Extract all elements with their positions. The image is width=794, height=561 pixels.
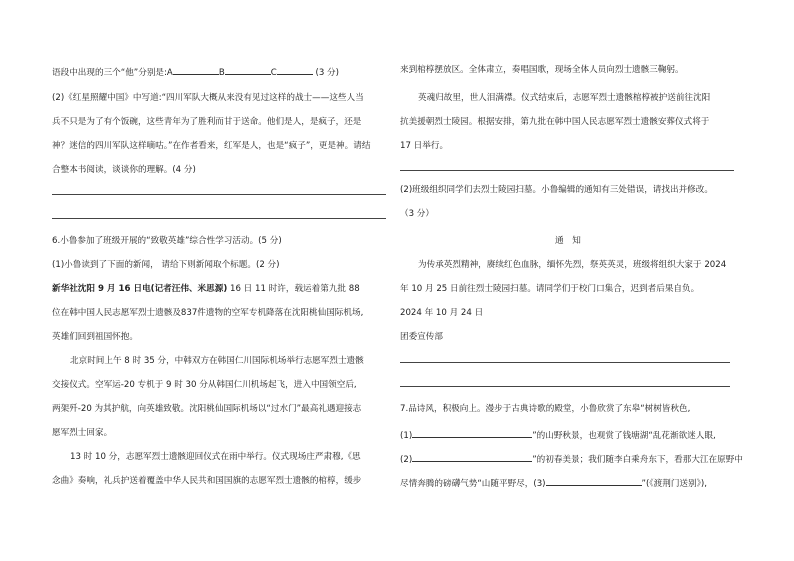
answer-blank-b[interactable] <box>225 66 271 75</box>
news-line-8: 13 时 10 分，志愿军烈士遗骸迎回仪式在雨中举行。仪式现场庄严肃穆,《思 <box>70 452 361 462</box>
question-7-line-4-tail: ”(《渡荆门送别》), <box>641 479 707 489</box>
question-6-part-2-score: （3 分） <box>400 209 434 219</box>
question-7-blank-1-label: (1) <box>400 431 413 441</box>
news-cont-line-4: 17 日举行。 <box>400 141 449 151</box>
answer-blank-c[interactable] <box>277 66 313 75</box>
question-2-line-2: 兵不只是为了有个饭碗，这些青年为了胜利而甘于送命。他们是人，是疯子，还是 <box>52 117 362 127</box>
news-line-2: 位在韩中国人民志愿军烈士遗骸及837件遗物的空军专机降落在沈阳桃仙国际机场, <box>52 308 364 318</box>
notice-signature: 团委宣传部 <box>400 332 443 342</box>
question-6-part-2: (2)班级组织同学们去烈士陵园扫墓。小鲁编辑的通知有三处错误，请找出并修改。 <box>400 185 713 195</box>
question-7-line-2-text: ”的山野秋景，也观赏了钱塘湖“乱花渐欲迷人眼, <box>532 431 716 441</box>
question-2-line-3: 神？迷信的四川军队这样嘀咕。”在作者看来，红军是人，也是“疯子”，更是神。请结 <box>52 141 371 151</box>
news-line-6: 两架歼-20 为其护航，向英雄致敬。沈阳桃仙国际机场以“过水门”最高礼遇迎接志 <box>52 404 362 414</box>
question-7-line-3-text: ”的初春美景；我们随李白乘舟东下，看那大江在原野中 <box>532 455 743 465</box>
news-line-4: 北京时间上午 8 时 35 分，中韩双方在韩国仁川国际机场举行志愿军烈士遗骸 <box>70 356 364 366</box>
news-line-1 <box>52 285 360 294</box>
question-7-line-3 <box>400 453 743 465</box>
answer-line-4[interactable] <box>400 362 730 363</box>
news-line-9: 念曲》奏响，礼兵护送着覆盖中华人民共和国国旗的志愿军烈士遗骸的棺椁，缓步 <box>52 476 362 486</box>
question-2-line-1: (2)《红星照耀中国》中写道:“四川军队大概从来没有见过这样的战士——这些人当 <box>52 93 364 103</box>
news-cont-line-3: 抗美援朝烈士陵园。根据安排，第九批在韩中国人民志愿军烈士遗骸安葬仪式将于 <box>400 117 710 127</box>
poem-blank-2[interactable] <box>412 453 532 462</box>
question-blank-label-b: B <box>218 68 225 78</box>
question-blank-prefix: 语段中出现的三个“他”分别是:A <box>52 68 173 78</box>
question-7-blank-2-label: (2) <box>400 455 413 465</box>
question-blank-score: (3 分) <box>315 68 339 78</box>
news-line-1-text: 16 日 11 时许，载运着第九批 88 <box>227 284 360 294</box>
question-blank-line <box>52 66 339 78</box>
question-6-part-1: (1)小鲁读到了下面的新闻， 请给下则新闻取个标题。(2 分) <box>52 260 280 270</box>
poem-blank-3[interactable] <box>546 477 642 486</box>
news-line-5: 交接仪式。空军运-20 专机于 9 时 30 分从韩国仁川机场起飞，进入中国领空后, <box>52 380 357 390</box>
answer-blank-a[interactable] <box>173 66 219 75</box>
notice-body-line-1: 为传承英烈精神，赓续红色血脉，缅怀先烈，祭英英灵，班级将组织大家于 2024 <box>418 260 727 270</box>
answer-line-3[interactable] <box>400 170 734 171</box>
news-line-7: 愿军烈士回家。 <box>52 428 113 438</box>
answer-line-5[interactable] <box>400 386 730 387</box>
notice-title: 通 知 <box>555 236 581 246</box>
news-line-3: 英雄们回到祖国怀抱。 <box>52 332 138 342</box>
answer-line-1[interactable] <box>52 194 386 195</box>
question-7-line-2 <box>400 429 716 441</box>
question-7-line-4-text: 尽情奔腾的磅礴气势“山随平野尽，(3) <box>400 479 546 489</box>
notice-body-line-2: 年 10 月 25 日前往烈士陵园扫墓。请同学们于校门口集合，迟到者后果自负。 <box>400 284 700 294</box>
question-6-title: 6.小鲁参加了班级开展的“致敬英雄”综合性学习活动。(5 分) <box>52 236 282 246</box>
notice-date: 2024 年 10 月 24 日 <box>400 308 484 318</box>
news-cont-line-1: 来到棺椁摆放区。全体肃立，奏唱国歌，现场全体人员向烈士遗骸三鞠躬。 <box>400 65 684 75</box>
poem-blank-1[interactable] <box>412 429 532 438</box>
question-7-line-4 <box>400 477 707 489</box>
news-cont-line-2: 英魂归故里，世人泪满襟。仪式结束后，志愿军烈士遗骸棺椁被护送前往沈阳 <box>418 93 711 103</box>
news-dateline: 新华社沈阳 9 月 16 日电(记者汪伟、米思源) <box>52 284 228 294</box>
answer-line-2[interactable] <box>52 218 386 219</box>
question-2-line-4: 合整本书阅读，谈谈你的理解。(4 分) <box>52 165 196 175</box>
question-blank-label-c: C <box>270 68 277 78</box>
question-7-title: 7.品诗风，积极向上。漫步于古典诗歌的殿堂，小鲁欣赏了东皋“树树皆秋色, <box>400 404 691 414</box>
